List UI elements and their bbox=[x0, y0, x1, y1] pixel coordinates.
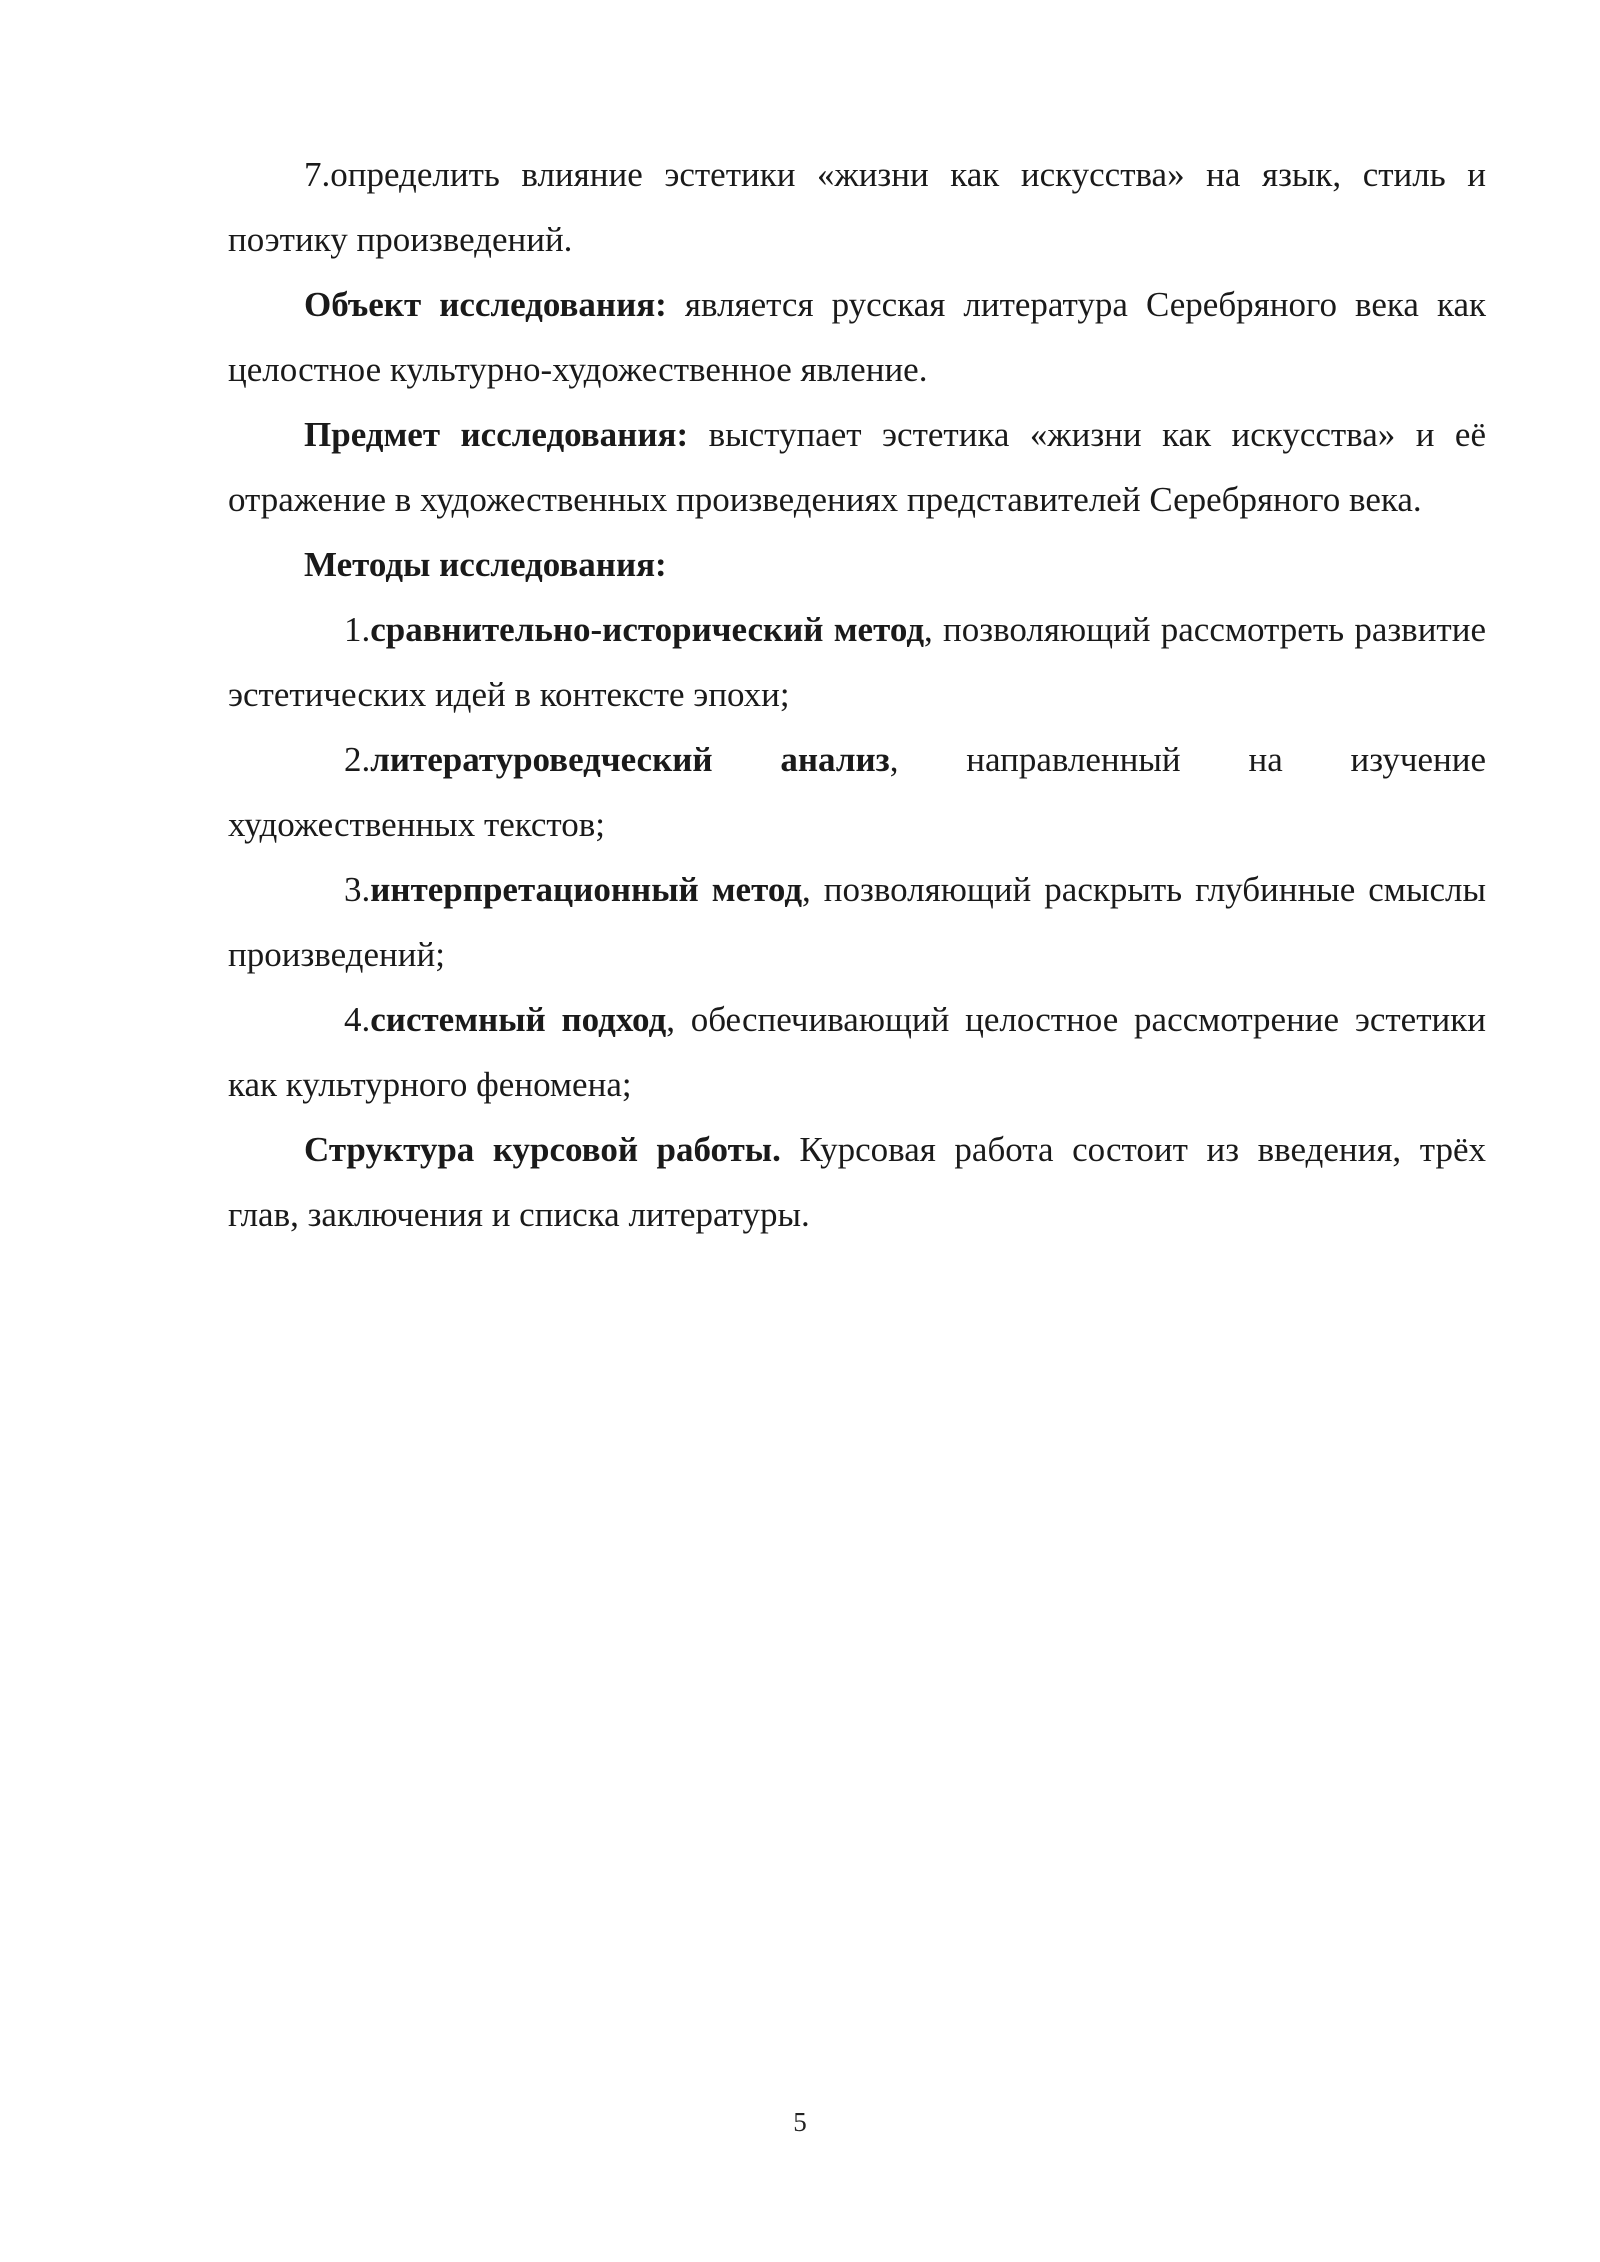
structure-label: Структура курсовой работы. bbox=[304, 1130, 781, 1169]
method-item-4 bbox=[228, 987, 1486, 1117]
structure-paragraph bbox=[228, 1117, 1486, 1247]
task-number: 7. bbox=[304, 155, 331, 194]
method-name: сравнительно-исторический метод bbox=[370, 610, 925, 649]
method-description: , направленный на изучение художественных текстов; bbox=[228, 740, 1486, 844]
method-number: 3. bbox=[344, 870, 371, 909]
method-number: 4. bbox=[344, 1000, 371, 1039]
method-name: литературоведческий анализ bbox=[370, 740, 890, 779]
research-subject-label: Предмет исследования: bbox=[304, 415, 689, 454]
research-subject-paragraph bbox=[228, 402, 1486, 532]
method-description: , позволяющий раскрыть глубинные смыслы произведений; bbox=[228, 870, 1486, 974]
research-object-text: является русская литература Серебряного века как целостное культурно-художественное явление. bbox=[228, 285, 1486, 389]
page-number: 5 bbox=[793, 2107, 807, 2137]
methods-heading-paragraph bbox=[228, 532, 1486, 597]
method-item-2 bbox=[228, 727, 1486, 857]
research-object-label: Объект исследования: bbox=[304, 285, 667, 324]
document-page bbox=[228, 142, 1486, 1247]
method-name: интерпретационный метод bbox=[370, 870, 803, 909]
research-subject-text: выступает эстетика «жизни как искусства» и её отражение в художественных произведениях представителей Серебряного века. bbox=[228, 415, 1486, 519]
method-item-3 bbox=[228, 857, 1486, 987]
method-description: , позволяющий рассмотреть развитие эстетических идей в контексте эпохи; bbox=[228, 610, 1486, 714]
method-description: , обеспечивающий целостное рассмотрение эстетики как культурного феномена; bbox=[228, 1000, 1486, 1104]
task-text: определить влияние эстетики «жизни как искусства» на язык, стиль и поэтику произведений. bbox=[228, 155, 1486, 259]
method-item-1 bbox=[228, 597, 1486, 727]
method-number: 2. bbox=[344, 740, 371, 779]
structure-text: Курсовая работа состоит из введения, трёх глав, заключения и списка литературы. bbox=[228, 1130, 1486, 1234]
research-object-paragraph bbox=[228, 272, 1486, 402]
method-name: системный подход bbox=[370, 1000, 667, 1039]
methods-heading: Методы исследования: bbox=[304, 545, 667, 584]
task-item-7 bbox=[228, 142, 1486, 272]
method-number: 1. bbox=[344, 610, 371, 649]
